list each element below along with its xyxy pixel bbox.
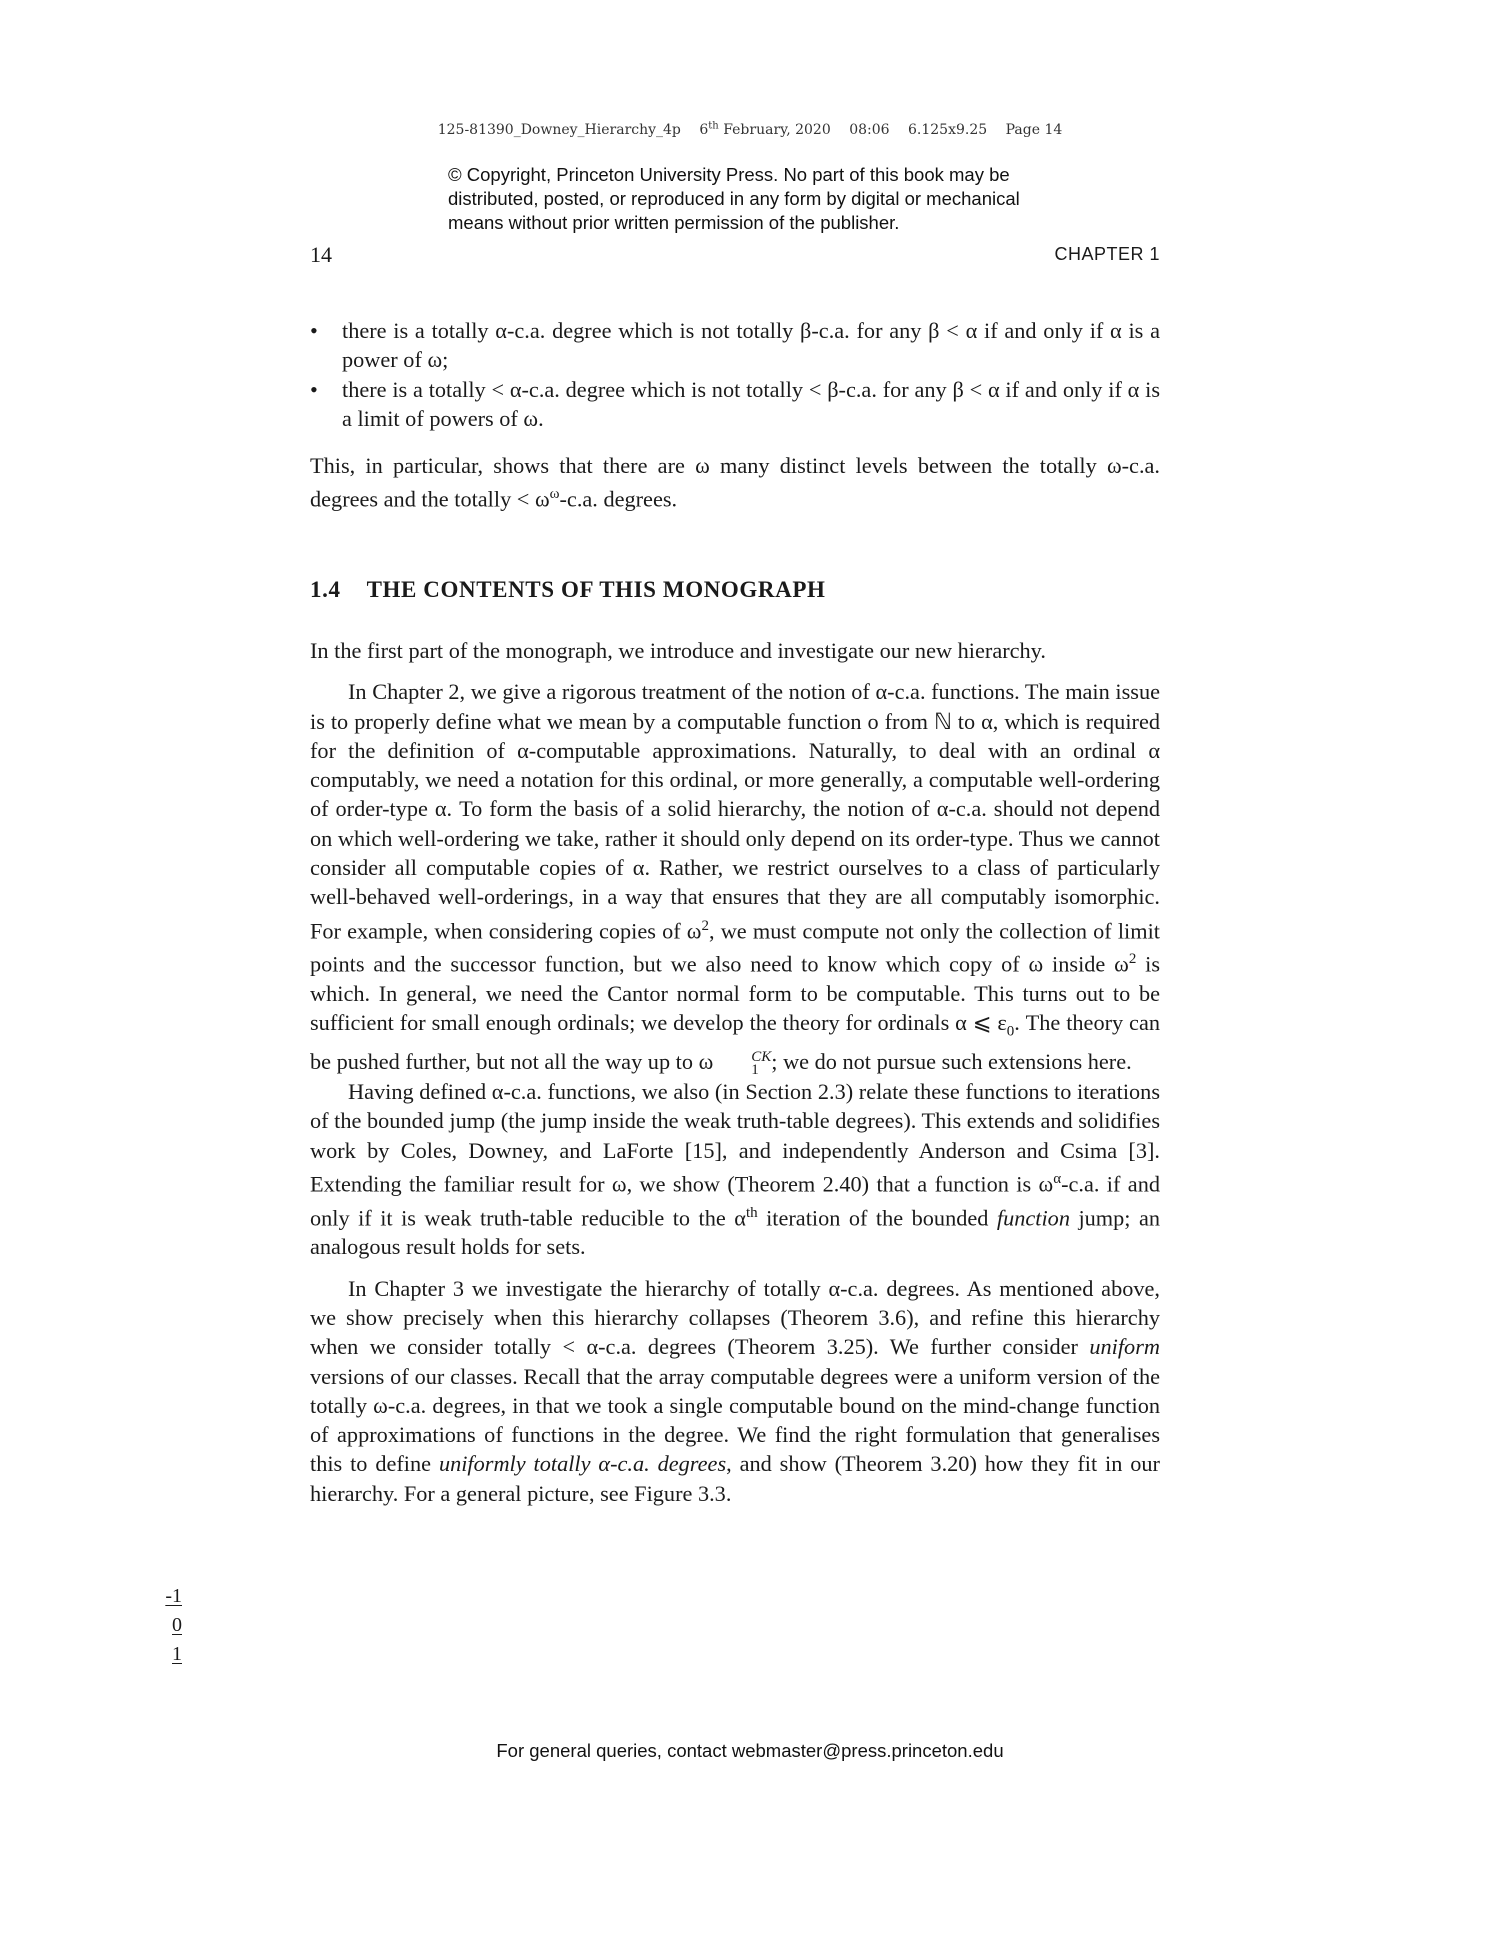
intro-paragraph: This, in particular, shows that there are ω many distinct levels between the totally ω-c.a. degrees and the totally < $\omega^\omega-c.a$. degrees. bbox=[310, 453, 1160, 512]
section-heading bbox=[310, 577, 825, 603]
copyright-line-2: distributed, posted, or reproduced in any form by digital or mechanical bbox=[448, 188, 1020, 209]
bullet-item: • there is a totally < α-c.a. degree which is not totally < β-c.a. for any β < α if and only if α is a limit of powers of ω. bbox=[310, 375, 1160, 434]
slug-job: 125-81390_Downey_Hierarchy_4p bbox=[437, 121, 681, 138]
section-number: 1.4 bbox=[310, 577, 341, 602]
slug-trim: 6.125x9.25 bbox=[908, 121, 988, 138]
paragraph-3: Having defined α-c.a. functions, we also (in Section 2.3) relate these functions to iterations of the bounded jump (the jump inside the weak truth-table degrees). This extends and solidifies work by Coles, Downey, and LaForte [15], and independently Anderson and Csima [3]. Extending the familiar result for ω, we show (Theorem 2.40) that a function is $\omega^\alpha-c.a$. if and only if it is weak truth-table reducible to the $\alpha^{th}$ iteration of the bounded function jump; an analogous result holds for sets. bbox=[310, 1079, 1161, 1260]
bullet-list bbox=[310, 316, 1160, 433]
paragraph-4: In Chapter 3 we investigate the hierarchy of totally α-c.a. degrees. As mentioned above, we show precisely when this hierarchy collapses (Theorem 3.6), and refine this hierarchy when we consider totally < α-c.a. degrees (Theorem 3.25). We further consider uniform versions of our classes. Recall that the array computable degrees were a uniform version of the totally ω-c.a. degrees, in that we took a single computable bound on the mind-change function of approximations of functions in the degree. We find the right formulation that generalises this to define uniformly totally α-c.a. degrees, and show (Theorem 3.20) how they fit in our hierarchy. For a general picture, see Figure 3.3. bbox=[310, 1275, 1160, 1506]
page-number: 14 bbox=[310, 242, 332, 267]
margin-mark: 1 bbox=[172, 1643, 182, 1665]
paragraph-1: In the first part of the monograph, we introduce and investigate our new hierarchy. bbox=[310, 638, 1046, 663]
footer-contact: For general queries, contact webmaster@press.princeton.edu bbox=[496, 1740, 1004, 1761]
bullet-item: • there is a totally α-c.a. degree which is not totally β-c.a. for any β < α if and only if α is a power of ω; bbox=[310, 316, 1160, 375]
slug-time: 08:06 bbox=[849, 121, 890, 138]
margin-mark: 0 bbox=[172, 1614, 182, 1636]
section-title: THE CONTENTS OF THIS MONOGRAPH bbox=[366, 577, 826, 602]
margin-mark: -1 bbox=[165, 1585, 182, 1607]
copyright-line-1: © Copyright, Princeton University Press. No part of this book may be bbox=[448, 164, 1010, 185]
chapter-label: CHAPTER 1 bbox=[1054, 244, 1160, 264]
slug-date: 6th February, 2020 bbox=[699, 120, 831, 138]
slug-page: Page 14 bbox=[1005, 121, 1063, 138]
copyright-notice bbox=[448, 163, 1108, 235]
margin-marks bbox=[112, 1582, 182, 1669]
top-text-block bbox=[310, 316, 1160, 514]
copyright-line-3: means without prior written permission of the publisher. bbox=[448, 212, 900, 233]
paragraph-2: In Chapter 2, we give a rigorous treatment of the notion of α-c.a. functions. The main issue is to properly define what we mean by a computable function o from ℕ to α, which is required for the definition of α-computable approximations. Naturally, to deal with an ordinal α computably, we need a notation for this ordinal, or more generally, a computable well-ordering of order-type α. To form the basis of a solid hierarchy, the notion of α-c.a. should not depend on which well-ordering we take, rather it should only depend on its order-type. Thus we cannot consider all computable copies of α. Rather, we restrict ourselves to a class of particularly well-behaved well-orderings, in a way that ensures that they are all computably isomorphic. For example, when considering copies of $\omega^2$, we must compute not only the collection of limit points and the successor function, but we also need to know which copy of ω inside $\omega^2$ is which. In general, we need the Cantor normal form to be computable. This turns out to be sufficient for small enough ordinals; we develop the theory for ordinals α ⩽ $\varepsilon_0$. The theory can be pushed further, but not all the way up to ω CK 1 ; we do not pursue such extensions here. bbox=[310, 679, 1161, 1079]
ck-script: CK 1 bbox=[751, 1049, 772, 1079]
printer-slug bbox=[0, 120, 1500, 138]
body-text bbox=[310, 636, 1160, 1508]
